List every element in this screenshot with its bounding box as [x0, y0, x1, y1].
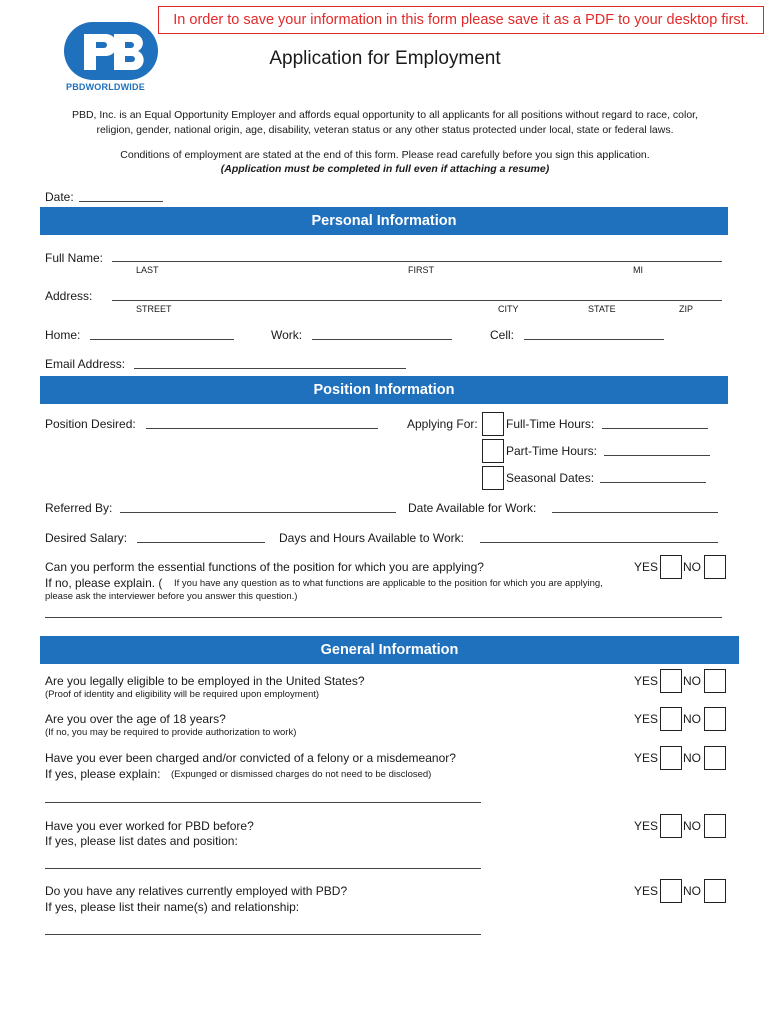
explain-note-1: If you have any question as to what functions are applicable to the position for which you are applying, [174, 578, 603, 589]
state-caption: STATE [588, 304, 616, 314]
general-info-header: General Information [40, 636, 739, 664]
felony-no-checkbox[interactable] [704, 746, 726, 770]
work-phone-label: Work: [271, 328, 303, 342]
age-yes-label: YES [634, 712, 659, 726]
essential-yes-label: YES [634, 560, 659, 574]
last-name-caption: LAST [136, 265, 159, 275]
zip-caption: ZIP [679, 304, 694, 314]
address-field[interactable] [112, 300, 722, 301]
age-no-label: NO [683, 712, 701, 726]
street-caption: STREET [136, 304, 172, 314]
referred-by-label: Referred By: [45, 501, 113, 515]
essential-no-checkbox[interactable] [704, 555, 726, 579]
eligibility-note: (Proof of identity and eligibility will be required upon employment) [45, 689, 320, 700]
city-caption: CITY [498, 304, 519, 314]
worked-before-sub: If yes, please list dates and position: [45, 834, 238, 848]
mi-caption: MI [633, 265, 643, 275]
part-time-label: Part-Time Hours: [506, 444, 597, 458]
page-title: Application for Employment [269, 48, 501, 69]
home-phone-field[interactable] [90, 339, 234, 340]
age-question: Are you over the age of 18 years? [45, 712, 226, 726]
felony-yes-checkbox[interactable] [660, 746, 682, 770]
worked-before-yes-label: YES [634, 819, 659, 833]
position-desired-field[interactable] [146, 428, 378, 429]
full-name-label: Full Name: [45, 251, 104, 265]
desired-salary-field[interactable] [137, 542, 265, 543]
relatives-yes-checkbox[interactable] [660, 879, 682, 903]
days-hours-field[interactable] [480, 542, 718, 543]
address-label: Address: [45, 289, 93, 303]
cell-phone-label: Cell: [490, 328, 515, 342]
cell-phone-field[interactable] [524, 339, 664, 340]
logo-wordmark: PBDWORLDWIDE [66, 82, 145, 92]
personal-info-header: Personal Information [40, 207, 728, 235]
conditions-line-2: (Application must be completed in full even if attaching a resume) [220, 163, 550, 175]
date-available-field[interactable] [552, 512, 718, 513]
date-label: Date: [45, 190, 74, 204]
eligibility-yes-checkbox[interactable] [660, 669, 682, 693]
position-info-header: Position Information [40, 376, 728, 404]
seasonal-label: Seasonal Dates: [506, 471, 595, 485]
relatives-sub: If yes, please list their name(s) and relationship: [45, 900, 300, 914]
work-phone-field[interactable] [312, 339, 452, 340]
pbd-logo [62, 18, 162, 98]
applying-for-label: Applying For: [407, 417, 478, 431]
essential-yes-checkbox[interactable] [660, 555, 682, 579]
worked-before-field[interactable] [45, 868, 481, 869]
full-time-hours-field[interactable] [602, 428, 708, 429]
relatives-question: Do you have any relatives currently employed with PBD? [45, 884, 348, 898]
age-yes-checkbox[interactable] [660, 707, 682, 731]
essential-no-label: NO [683, 560, 701, 574]
worked-before-question: Have you ever worked for PBD before? [45, 819, 254, 833]
conditions-line-1: Conditions of employment are stated at the end of this form. Please read carefully before you sign this application. [120, 149, 650, 161]
eeo-line-1: PBD, Inc. is an Equal Opportunity Employer and affords equal opportunity to all applicants for all positions without regard to race, color, [71, 109, 699, 121]
explain-label: If no, please explain. ( [45, 576, 163, 590]
relatives-no-label: NO [683, 884, 701, 898]
explain-note-2: please ask the interviewer before you answer this question.) [45, 591, 298, 602]
home-phone-label: Home: [45, 328, 81, 342]
full-name-field[interactable] [112, 261, 722, 262]
eligibility-yes-label: YES [634, 674, 659, 688]
felony-yes-label: YES [634, 751, 659, 765]
part-time-hours-field[interactable] [604, 455, 710, 456]
relatives-yes-label: YES [634, 884, 659, 898]
email-field[interactable] [134, 368, 406, 369]
first-name-caption: FIRST [408, 265, 434, 275]
full-time-label: Full-Time Hours: [506, 417, 595, 431]
seasonal-checkbox[interactable] [482, 466, 504, 490]
worked-before-no-checkbox[interactable] [704, 814, 726, 838]
days-hours-label: Days and Hours Available to Work: [279, 531, 464, 545]
age-no-checkbox[interactable] [704, 707, 726, 731]
email-label: Email Address: [45, 357, 126, 371]
relatives-field[interactable] [45, 934, 481, 935]
felony-no-label: NO [683, 751, 701, 765]
felony-explain-label: If yes, please explain: [45, 767, 161, 781]
worked-before-yes-checkbox[interactable] [660, 814, 682, 838]
referred-by-field[interactable] [120, 512, 396, 513]
eligibility-no-checkbox[interactable] [704, 669, 726, 693]
eligibility-question: Are you legally eligible to be employed in the United States? [45, 674, 365, 688]
felony-note: (Expunged or dismissed charges do not need to be disclosed) [171, 769, 432, 780]
essential-functions-question: Can you perform the essential functions of the position for which you are applying? [45, 560, 484, 574]
date-field[interactable] [79, 201, 163, 202]
full-time-checkbox[interactable] [482, 412, 504, 436]
felony-question: Have you ever been charged and/or convicted of a felony or a misdemeanor? [45, 751, 456, 765]
relatives-no-checkbox[interactable] [704, 879, 726, 903]
seasonal-dates-field[interactable] [600, 482, 706, 483]
save-instruction-banner: In order to save your information in this form please save it as a PDF to your desktop first. [158, 6, 764, 34]
eeo-line-2: religion, gender, national origin, age, disability, veteran status or any other status protected under local, state or federal laws. [96, 124, 674, 136]
age-note: (If no, you may be required to provide authorization to work) [45, 727, 297, 738]
position-desired-label: Position Desired: [45, 417, 136, 431]
felony-explain-field[interactable] [45, 802, 481, 803]
eligibility-no-label: NO [683, 674, 701, 688]
date-available-label: Date Available for Work: [408, 501, 537, 515]
worked-before-no-label: NO [683, 819, 701, 833]
desired-salary-label: Desired Salary: [45, 531, 128, 545]
essential-explain-field[interactable] [45, 617, 722, 618]
part-time-checkbox[interactable] [482, 439, 504, 463]
